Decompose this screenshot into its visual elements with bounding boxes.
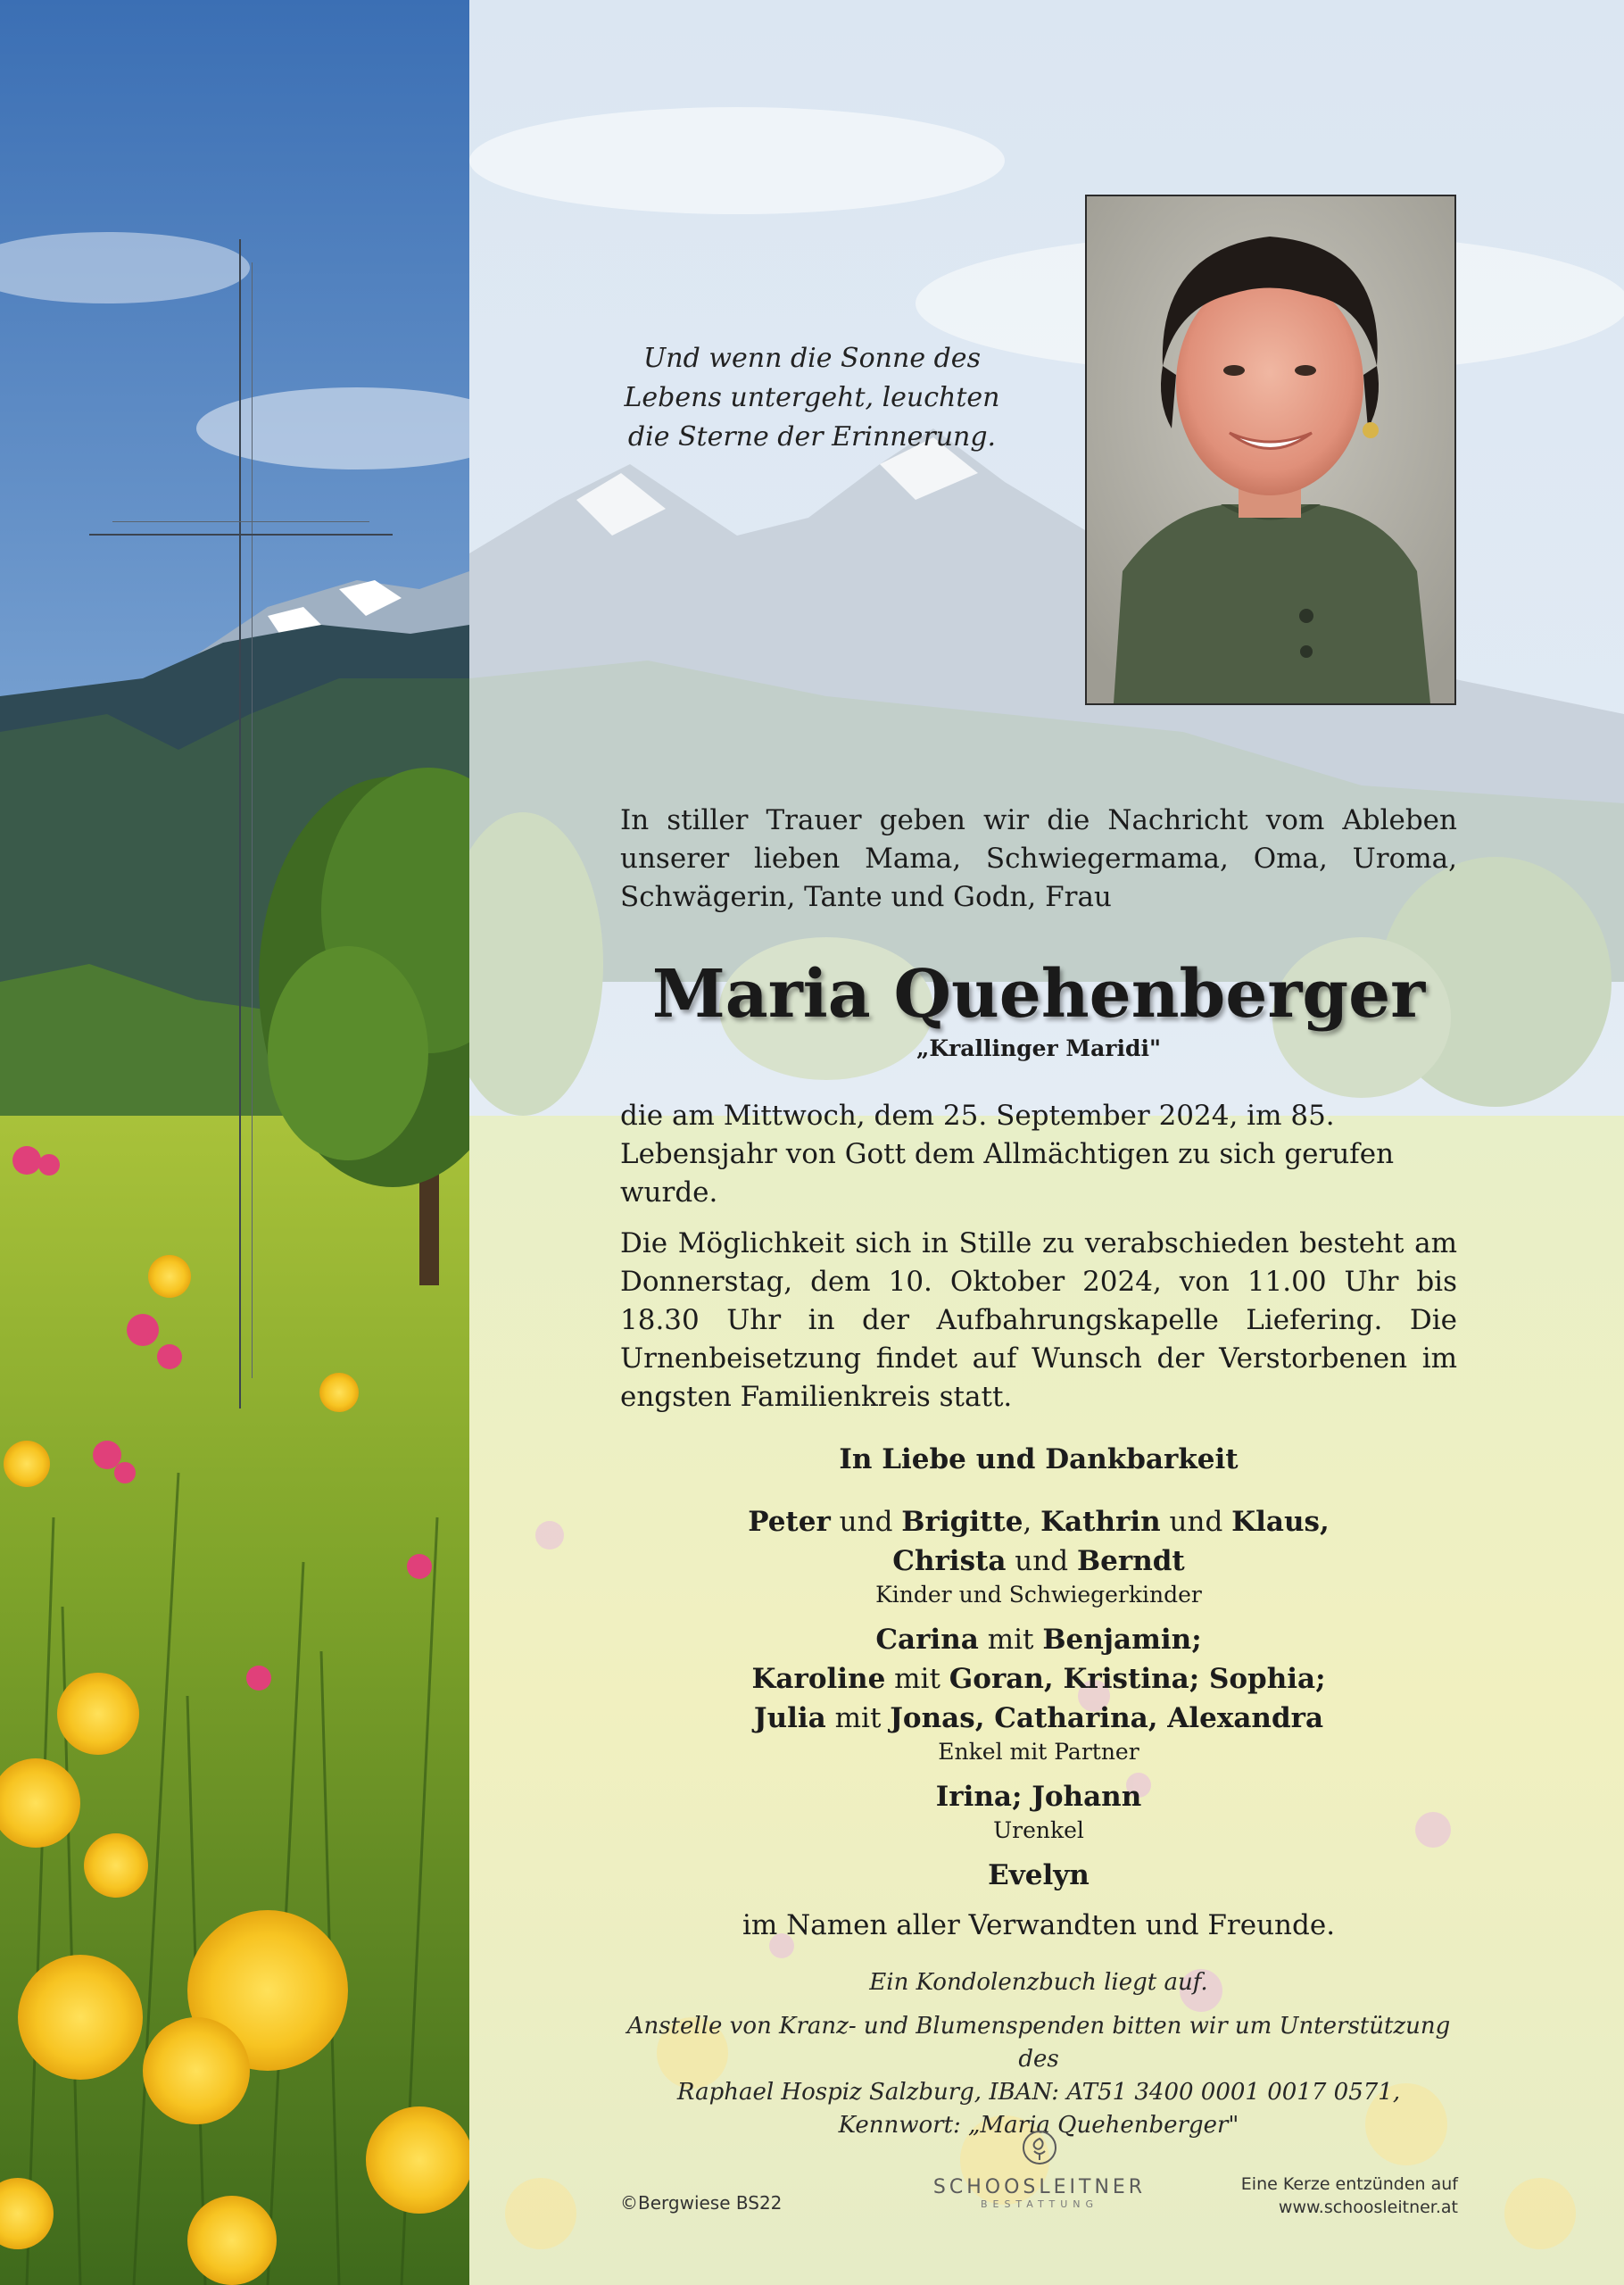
rose-logo-icon: [1022, 2130, 1057, 2169]
mourner-name: Jonas, Catharina, Alexandra: [890, 1702, 1324, 1734]
relationship-label: Urenkel: [993, 1817, 1084, 1843]
candle-info: [1187, 2173, 1458, 2219]
grandchildren-line: [620, 1659, 1457, 1699]
image-credit: ©Bergwiese BS22: [620, 2192, 783, 2214]
mourners-heading: In Liebe und Dankbarkeit: [839, 1443, 1239, 1475]
mourner-name: Karoline: [751, 1663, 886, 1695]
mourner-name: Brigitte: [901, 1506, 1023, 1538]
connector: mit: [825, 1702, 891, 1734]
brand-subtitle: BESTATTUNG: [980, 2198, 1099, 2210]
funeral-home-logo: [928, 2130, 1151, 2210]
quote-line: Und wenn die Sonne des: [643, 343, 981, 374]
deceased-name: Maria Quehenberger: [651, 956, 1426, 1033]
deceased-nickname: „Krallinger Maridi": [916, 1035, 1161, 1061]
mourner-name: Goran, Kristina; Sophia;: [949, 1663, 1326, 1695]
farewell-info: Die Möglichkeit sich in Stille zu verabschieden besteht am Donnerstag, dem 10. Oktober 2024, von 11.00 Uhr bis 18.30 Uhr in der Aufbahrungskapelle Liefering. Die Urnenbeisetzung findet auf Wunsch der Verstorbenen im engsten Familienkreis statt.: [620, 1227, 1457, 1413]
candle-url[interactable]: www.schoosleitner.at: [1278, 2198, 1458, 2217]
intro-text: In stiller Trauer geben wir die Nachricht vom Ableben unserer lieben Mama, Schwiegermama, Oma, Uroma, Schwägerin, Tante und Godn, Frau: [620, 804, 1457, 913]
children-line: [620, 1541, 1457, 1581]
obituary-text: [620, 802, 1457, 2142]
death-notice: die am Mittwoch, dem 25. September 2024, im 85. Lebensjahr von Gott dem Allmächtigen zu sich gerufen wurde.: [620, 1100, 1395, 1209]
mourner-name: Irina; Johann: [935, 1781, 1142, 1813]
mourner-name: Carina: [875, 1624, 979, 1656]
mourner-name: Christa: [892, 1545, 1007, 1577]
relationship-label: Enkel mit Partner: [938, 1739, 1139, 1765]
connector: mit: [885, 1663, 949, 1695]
other-mourner-line: [620, 1856, 1457, 1895]
mourner-name: Kathrin: [1040, 1506, 1161, 1538]
brand-name: SCHOOSLEITNER: [932, 2176, 1147, 2198]
connector: und: [1006, 1545, 1077, 1577]
memorial-quote: [616, 339, 1008, 457]
mourner-name: Julia: [753, 1702, 826, 1734]
mourner-name: Benjamin;: [1042, 1624, 1202, 1656]
connector: mit: [978, 1624, 1043, 1656]
children-line: [620, 1502, 1457, 1541]
donation-line: Anstelle von Kranz- und Blumenspenden bitten wir um Unterstützung des: [626, 2013, 1451, 2073]
condolence-note: Ein Kondolenzbuch liegt auf.: [869, 1969, 1208, 1996]
donation-line: Kennwort: „Maria Quehenberger": [838, 2112, 1239, 2139]
portrait-photo: [1085, 195, 1456, 705]
mourner-name: Klaus,: [1231, 1506, 1330, 1538]
grandchildren-line: [620, 1620, 1457, 1659]
mourner-name: Peter: [748, 1506, 831, 1538]
quote-line: Lebens untergeht, leuchten: [624, 382, 1000, 413]
connector: und: [830, 1506, 902, 1538]
donation-line: Raphael Hospiz Salzburg, IBAN: AT51 3400 0001 0017 0571,: [676, 2079, 1401, 2106]
connector: und: [1160, 1506, 1232, 1538]
connector: ,: [1023, 1506, 1041, 1538]
candle-text: Eine Kerze entzünden auf: [1240, 2174, 1458, 2194]
quote-line: die Sterne der Erinnerung.: [627, 421, 997, 453]
mourners-list: [620, 1502, 1457, 1945]
relationship-label: Kinder und Schwiegerkinder: [875, 1582, 1202, 1608]
cross-icon: [89, 239, 393, 1408]
notes: [620, 1966, 1457, 2142]
mourner-name: Evelyn: [988, 1859, 1090, 1891]
grandchildren-line: [620, 1699, 1457, 1738]
mourner-name: Berndt: [1076, 1545, 1185, 1577]
all-relatives-line: im Namen aller Verwandten und Freunde.: [742, 1909, 1336, 1941]
great-grandchildren-line: [620, 1777, 1457, 1816]
